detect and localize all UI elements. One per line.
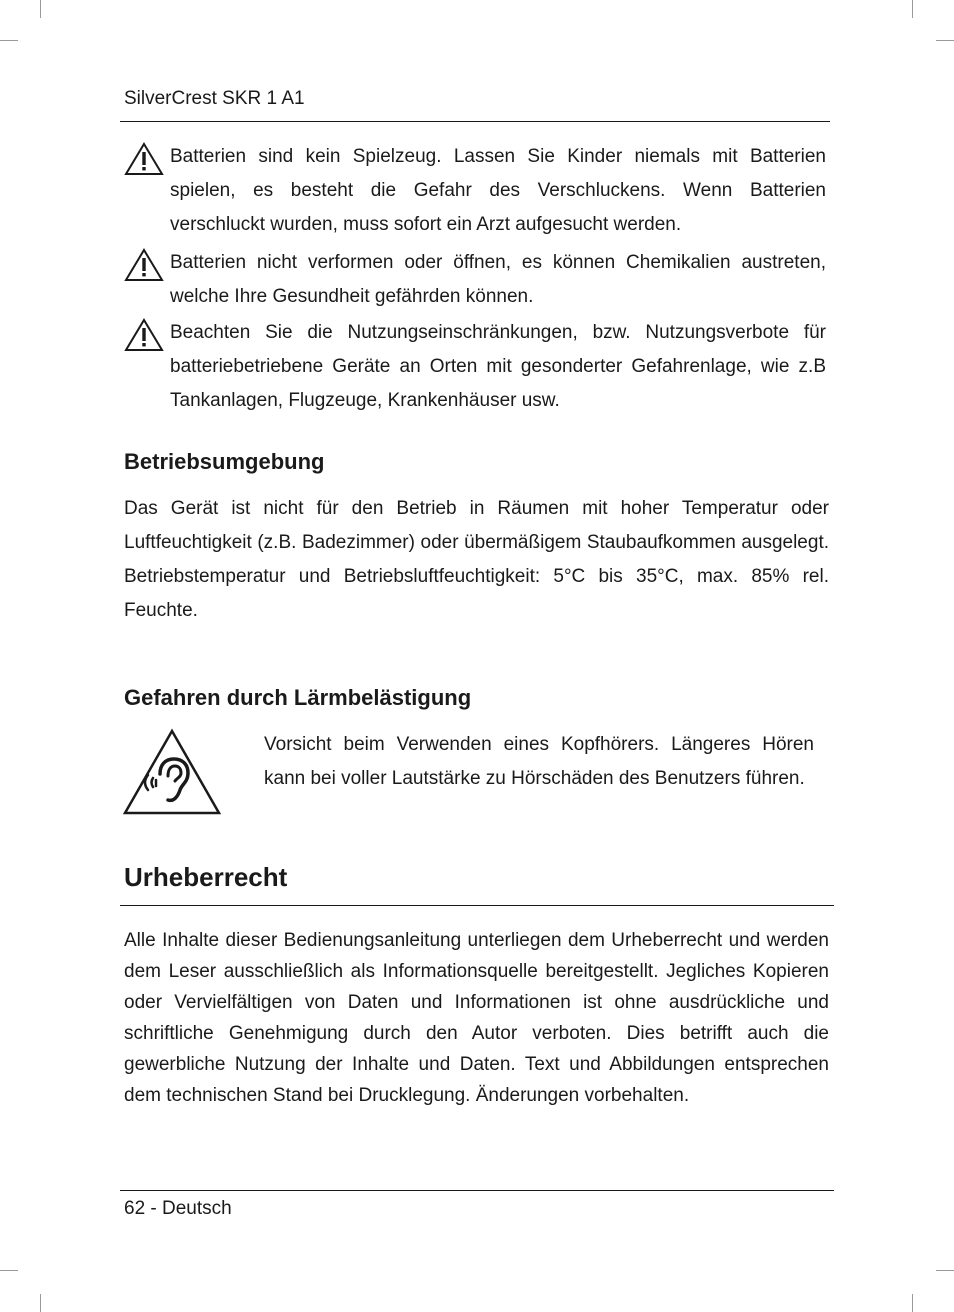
warning-triangle-icon [124, 318, 164, 352]
betriebsumgebung-text: Das Gerät ist nicht für den Betrieb in Räumen mit hoher Temperatur oder Luftfeuchtigkeit (z.B. Badezimmer) oder übermäßigem Staubaufkommen ausgelegt. Betriebstemperatur und Betriebsluftfeuchtigkeit: 5°C bis 35°C, max. 85% rel. Feuchte. [124, 498, 829, 621]
warning-text: Batterien nicht verformen oder öffnen, es können Chemikalien austreten, welche Ihre Gesundheit gefährden können. [170, 252, 826, 307]
section-heading-urheberrecht: Urheberrecht [124, 862, 288, 892]
page-footer: 62 - Deutsch [124, 1198, 232, 1219]
crop-mark [936, 40, 954, 41]
warning-triangle-icon [124, 248, 164, 282]
warning-text: Batterien sind kein Spielzeug. Lassen Sie Kinder niemals mit Batterien spielen, es besteht die Gefahr des Verschluckens. Wenn Batterien verschluckt wurden, muss sofort ein Arzt aufgesucht werden. [170, 146, 826, 235]
crop-mark [912, 1294, 913, 1312]
crop-mark [912, 0, 913, 18]
warning-item [124, 316, 826, 418]
urheberrecht-rule [120, 905, 834, 906]
section-heading-betriebsumgebung: Betriebsumgebung [124, 449, 325, 474]
footer-rule [120, 1190, 834, 1191]
urheberrecht-text: Alle Inhalte dieser Bedienungsanleitung unterliegen dem Urheberrecht und werden dem Leser ausschließlich als Informationsquelle bereitgestellt. Jegliches Kopieren oder Vervielfältigen von Daten und Informationen ist ohne ausdrückliche und schriftliche Genehmigung durch den Autor verboten. Dies betrifft auch die gewerbliche Nutzung der Inhalte und Daten. Text und Abbildungen entsprechen dem technischen Stand bei Drucklegung. Änderungen vorbehalten. [124, 930, 829, 1106]
hearing-damage-icon [122, 728, 222, 816]
crop-mark [0, 40, 18, 41]
crop-mark [40, 1294, 41, 1312]
laerm-text: Vorsicht beim Verwenden eines Kopfhörers. Längeres Hören kann bei voller Lautstärke zu Hörschäden des Benutzers führen. [264, 734, 814, 789]
warning-item [124, 140, 826, 242]
section-heading-laerm: Gefahren durch Lärmbelästigung [124, 685, 472, 710]
crop-mark [936, 1270, 954, 1271]
header-rule [120, 121, 830, 122]
crop-mark [0, 1270, 18, 1271]
warning-text: Beachten Sie die Nutzungseinschränkungen, bzw. Nutzungsverbote für batteriebetriebene Geräte an Orten mit gesonderter Gefahrenlage, wie z.B Tankanlagen, Flugzeuge, Krankenhäuser usw. [170, 322, 826, 411]
warning-item [124, 246, 826, 314]
warning-triangle-icon [124, 142, 164, 176]
crop-mark [40, 0, 41, 18]
page-header-title: SilverCrest SKR 1 A1 [124, 88, 305, 109]
